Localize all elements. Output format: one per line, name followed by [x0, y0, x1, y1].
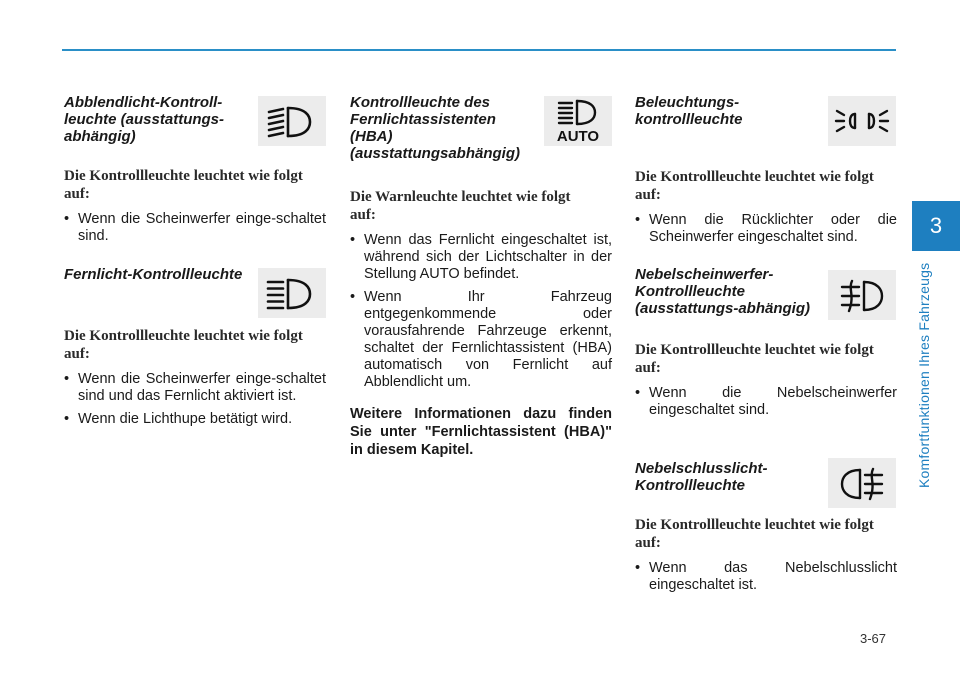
position-lights-icon	[828, 96, 896, 146]
lighting-title: Beleuchtungs-kontrollleuchte	[635, 94, 743, 128]
low-beam-title: Abblendlicht-Kontroll-leuchte (ausstattungs-abhängig)	[64, 94, 225, 145]
low-beam-intro: Die Kontrollleuchte leuchtet wie folgt auf:	[64, 168, 303, 202]
list-item: • Wenn die Rücklichter oder die Scheinwerfer eingeschaltet sind.	[635, 212, 897, 246]
header-rule	[62, 49, 896, 51]
lighting-intro: Die Kontrollleuchte leuchtet wie folgt auf:	[635, 169, 874, 203]
high-beam-intro: Die Kontrollleuchte leuchtet wie folgt auf:	[64, 328, 303, 362]
chapter-number: 3	[929, 213, 943, 238]
list-item: • Wenn das Fernlicht eingeschaltet ist, während sich der Lichtschalter in der Stellung AUTO befindet.	[350, 232, 612, 283]
low-beam-list	[64, 211, 326, 245]
rear-fog-title: Nebelschlusslicht-Kontrollleuchte	[635, 460, 768, 494]
hba-title: Kontrollleuchte des Fernlichtassistenten (HBA) (ausstattungsabhängig)	[350, 94, 521, 162]
list-item: • Wenn die Scheinwerfer einge-schaltet sind und das Fernlicht aktiviert ist.	[64, 371, 326, 405]
page-number: 3-67	[860, 631, 887, 646]
front-fog-light-icon	[828, 270, 896, 320]
high-beam-title: Fernlicht-Kontrollleuchte	[64, 266, 243, 283]
front-fog-list	[635, 385, 897, 419]
rear-fog-list	[635, 560, 897, 594]
rear-fog-light-icon	[828, 458, 896, 508]
list-item: • Wenn Ihr Fahrzeug entgegenkommende oder vorausfahrende Fahrzeuge erkennt, schaltet der Fernlichtassistent (HBA) automatisch von Fernlicht auf Abblendlicht um.	[350, 289, 612, 391]
list-item: • Wenn die Lichthupe betätigt wird.	[64, 411, 326, 428]
auto-high-beam-icon	[544, 96, 612, 146]
chapter-tab	[912, 201, 960, 251]
list-item: • Wenn die Nebelscheinwerfer eingeschaltet sind.	[635, 385, 897, 419]
auto-label: AUTO	[556, 128, 600, 145]
rear-fog-intro: Die Kontrollleuchte leuchtet wie folgt auf:	[635, 517, 874, 551]
front-fog-title: Nebelscheinwerfer-Kontrollleuchte (ausstattungs-abhängig)	[635, 266, 810, 317]
high-beam-icon	[258, 268, 326, 318]
list-item: • Wenn das Nebelschlusslicht eingeschaltet ist.	[635, 560, 897, 594]
high-beam-list	[64, 371, 326, 428]
lighting-list	[635, 212, 897, 246]
hba-note: Weitere Informationen dazu finden Sie unter "Fernlichtassistent (HBA)" in diesem Kapitel.	[350, 406, 612, 458]
hba-list	[350, 232, 612, 391]
chapter-title: Komfortfunktionen Ihres Fahrzeugs	[916, 262, 932, 488]
front-fog-intro: Die Kontrollleuchte leuchtet wie folgt auf:	[635, 342, 874, 376]
low-beam-icon	[258, 96, 326, 146]
hba-section	[350, 94, 612, 459]
list-item: • Wenn die Scheinwerfer einge-schaltet sind.	[64, 211, 326, 245]
hba-intro: Die Warnleuchte leuchtet wie folgt auf:	[350, 189, 571, 223]
